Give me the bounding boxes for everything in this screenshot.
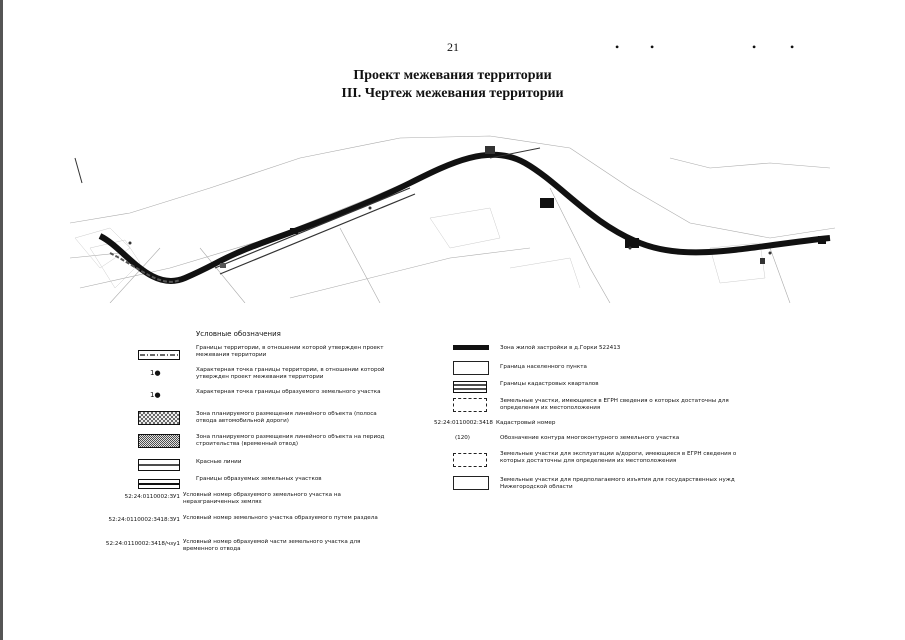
code-divided-parcel: 52:24:0110002:3418:ЗУ1 [108, 517, 180, 523]
scan-dot: • [790, 40, 795, 54]
legend-item-cadastral-number: Кадастровый номер [496, 420, 556, 426]
page-number: 21 [447, 40, 459, 54]
legend-item-settlement-border: Граница населенного пункта [500, 364, 587, 370]
point-2-symbol: 1● [150, 391, 161, 399]
code-conditional-parcel: 52:24:0110002:ЗУ1 [124, 494, 180, 500]
boundary-dashdot-symbol [138, 345, 180, 355]
legend-item-residential: Зона жилой застройки в д.Горки 522413 [500, 345, 621, 351]
scan-dot: • [615, 40, 620, 54]
legend-item-temp-zone: Зона планируемого размещения линейного объекта на период строительства (временный отвод) [196, 434, 385, 447]
legend-item-quarters: Границы кадастровых кварталов [500, 381, 599, 387]
dashed-box-symbol [453, 453, 487, 467]
code-temp-part: 52:24:0110002:3418/чзу1 [105, 541, 180, 547]
cross-hatch-symbol [138, 410, 180, 424]
legend-item-row-zone: Зона планируемого размещения линейного объекта (полоса отвода автомобильной дороги) [196, 411, 377, 424]
legend-item-egrn-parcels: Земельные участки, имеющиеся в ЕГРН сведения о которых достаточны для определения их местоположения [500, 398, 729, 411]
survey-map [70, 128, 835, 303]
dense-hatch-symbol [138, 433, 180, 447]
legend-item-road-parcels: Земельные участки для эксплуатации а/дороги, имеющиеся в ЕГРН сведения о которых достаточны для определения их местоположения [500, 451, 737, 464]
red-line-symbol [138, 456, 180, 468]
parcel-boundary-symbol [138, 474, 180, 484]
legend-item-red-lines: Красные линии [196, 459, 242, 465]
legend-item-boundary-point: Характерная точка границы территории, в отношении которой утвержден проект межевания территории [196, 367, 385, 380]
box-symbol [453, 476, 489, 490]
code-cadastral-number: 52:24:0110002:3418 [433, 420, 493, 426]
code-multicontour: (120) [454, 435, 470, 441]
legend-title: Условные обозначения [196, 330, 281, 338]
thick-bar-symbol [453, 345, 489, 350]
legend-item-temp-part: Условный номер образуемой части земельного участка для временного отвода [183, 539, 361, 552]
dashed-box-symbol [453, 398, 487, 412]
page-title: Проект межевания территории [353, 68, 552, 83]
legend-item-conditional-parcel: Условный номер образуемого земельного участка на неразграниченных землях [183, 492, 341, 505]
box-symbol [453, 361, 489, 375]
quarter-symbol [453, 378, 487, 390]
legend-item-seizure: Земельные участки для предполагаемого изъятия для государственных нужд Нижегородской области [500, 477, 735, 490]
legend-item-parcel-boundary: Границы образуемых земельных участков [196, 476, 322, 482]
scan-dot: • [752, 40, 757, 54]
legend-item-divided-parcel: Условный номер земельного участка образуемого путем раздела [183, 515, 378, 521]
legend-item-parcel-point: Характерная точка границы образуемого земельного участка [196, 389, 381, 395]
legend-item-boundary: Границы территории, в отношении которой утвержден проект межевания территории [196, 345, 384, 358]
legend-item-multicontour: Обозначение контура многоконтурного земельного участка [500, 435, 680, 441]
page-subtitle: III. Чертеж межевания территории [341, 86, 564, 101]
point-1-symbol: 1● [150, 369, 161, 377]
scan-dot: • [650, 40, 655, 54]
